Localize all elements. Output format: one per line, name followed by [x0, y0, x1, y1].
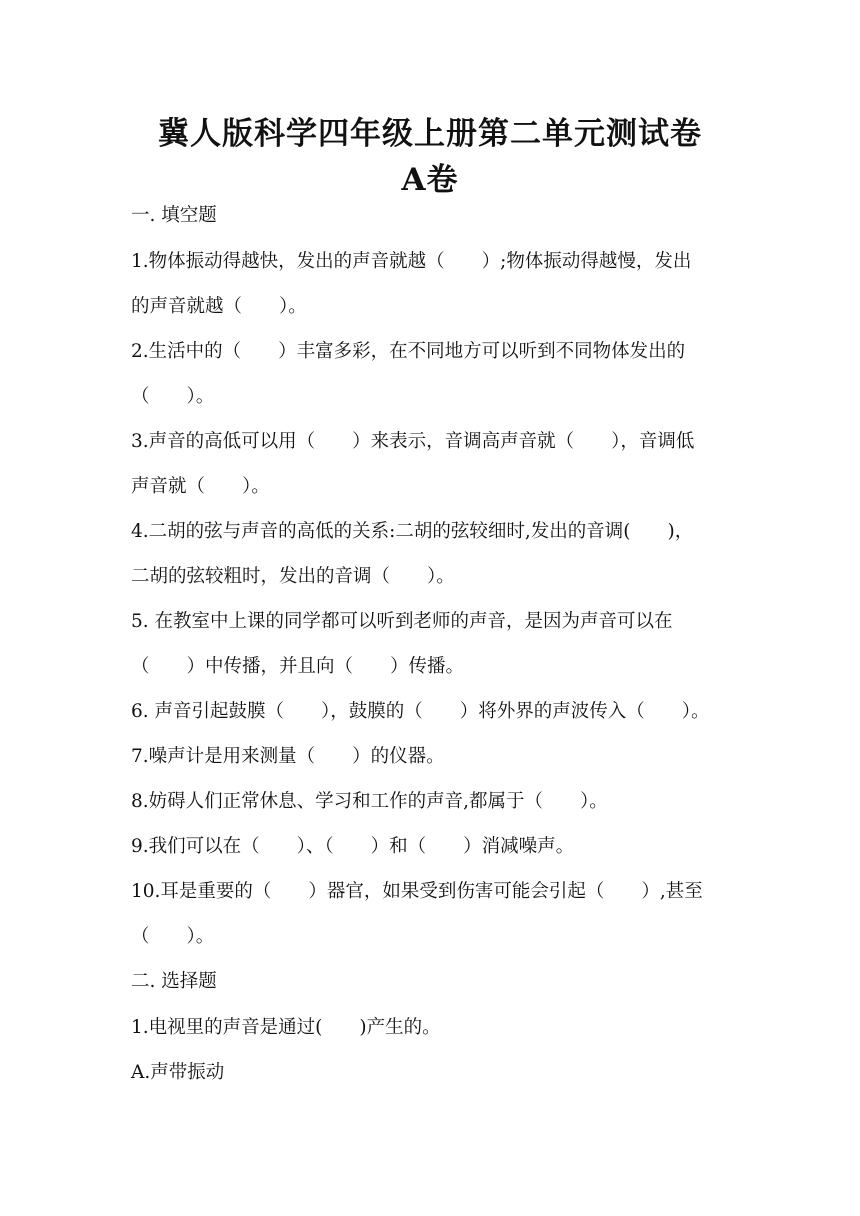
page-subtitle: A卷 [401, 162, 459, 198]
question-line: （ ）中传播，并且向（ ）传播。 [131, 656, 465, 677]
answer-option: A.声带振动 [131, 1062, 225, 1083]
question-line: 7.噪声计是用来测量（ ）的仪器。 [131, 746, 445, 767]
page-title: 冀人版科学四年级上册第二单元测试卷 [158, 116, 702, 152]
question-line: （ ）。 [131, 926, 215, 947]
question-line: 6. 声音引起鼓膜（ ），鼓膜的（ ）将外界的声波传入（ ）。 [131, 701, 710, 722]
question-line: 5. 在教室中上课的同学都可以听到老师的声音，是因为声音可以在 [131, 611, 673, 632]
question-line: （ ）。 [131, 386, 215, 407]
question-line: 2.生活中的（ ）丰富多彩，在不同地方可以听到不同物体发出的 [131, 341, 686, 362]
question-line: 1.电视里的声音是通过( )产生的。 [131, 1017, 441, 1038]
question-line: 声音就（ ）。 [131, 476, 270, 497]
question-line: 的声音就越（ ）。 [131, 296, 307, 317]
question-line: 3.声音的高低可以用（ ）来表示，音调高声音就（ ），音调低 [131, 431, 695, 452]
question-line: 二胡的弦较粗时，发出的音调（ ）。 [131, 566, 455, 587]
section-heading-fill-blank: 一. 填空题 [131, 205, 217, 226]
section-heading-multiple-choice: 二. 选择题 [131, 971, 217, 992]
question-line: 10.耳是重要的（ ）器官，如果受到伤害可能会引起（ ）,甚至 [131, 881, 703, 902]
question-line: 8.妨碍人们正常休息、学习和工作的声音,都属于（ ）。 [131, 791, 608, 812]
question-line: 4.二胡的弦与声音的高低的关系:二胡的弦较细时,发出的音调( )， [131, 521, 694, 542]
question-line: 9.我们可以在（ ）、（ ）和（ ）消减噪声。 [131, 836, 575, 857]
question-line: 1.物体振动得越快，发出的声音就越（ ）;物体振动得越慢，发出 [131, 251, 692, 272]
